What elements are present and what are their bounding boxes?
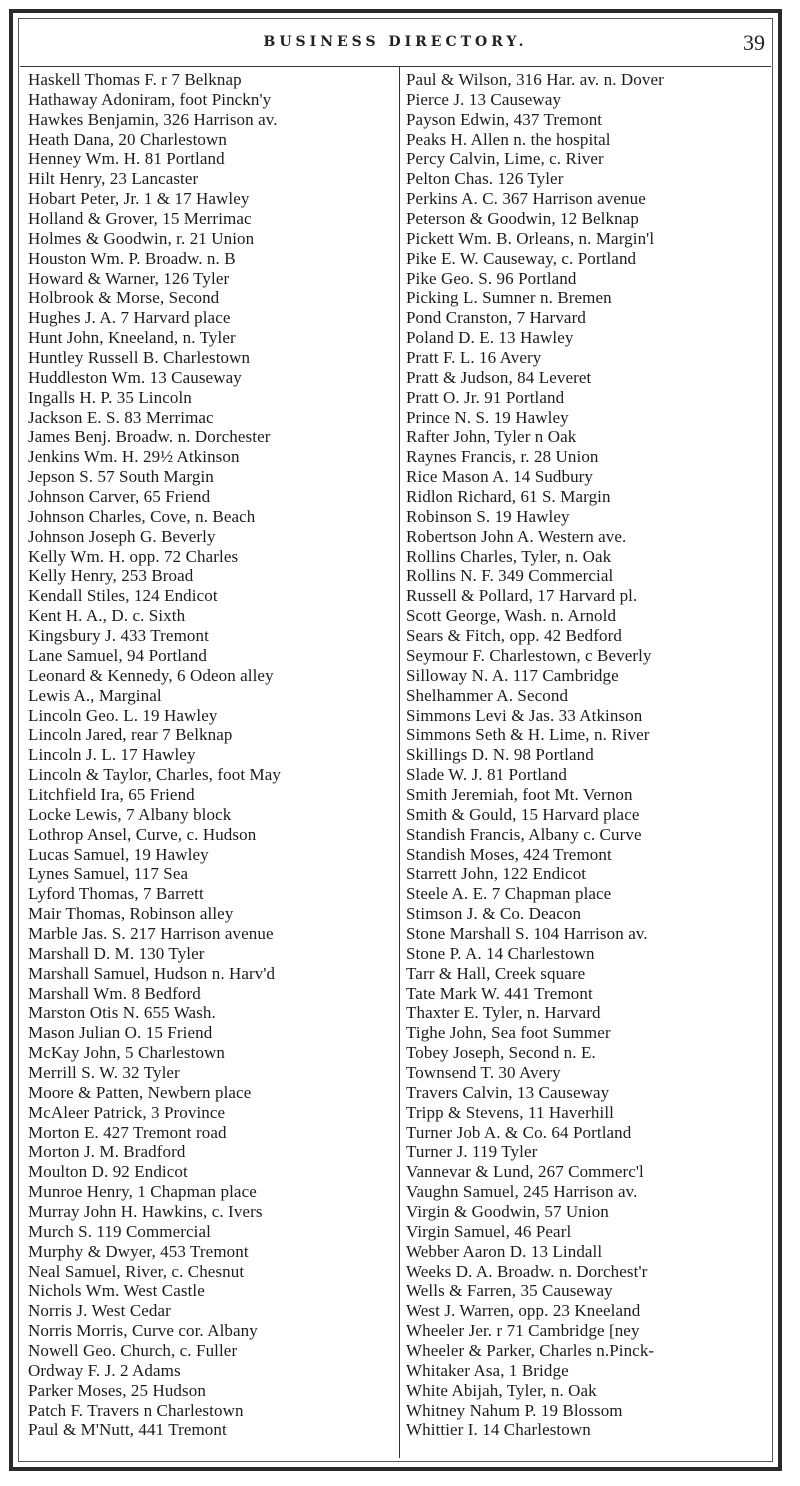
directory-entry: Lane Samuel, 94 Portland — [28, 645, 207, 665]
directory-entry: Howard & Warner, 126 Tyler — [28, 268, 230, 288]
directory-entry: Lincoln & Taylor, Charles, foot May — [28, 765, 281, 785]
directory-entry: Scott George, Wash. n. Arnold — [406, 606, 617, 626]
directory-entry: Smith & Gould, 15 Harvard place — [406, 804, 640, 824]
directory-entry: Hathaway Adoniram, foot Pinckn'y — [28, 89, 272, 109]
directory-entry: Pike E. W. Causeway, c. Portland — [406, 248, 637, 268]
directory-entry: Rice Mason A. 14 Sudbury — [406, 467, 594, 487]
directory-entry: Whitaker Asa, 1 Bridge — [406, 1360, 569, 1380]
directory-entry: Stone Marshall S. 104 Harrison av. — [406, 923, 648, 943]
directory-entry: Johnson Charles, Cove, n. Beach — [28, 506, 256, 526]
directory-entry: Prince N. S. 19 Hawley — [406, 407, 569, 427]
directory-entry: Shelhammer A. Second — [406, 685, 569, 705]
directory-entry: Locke Lewis, 7 Albany block — [28, 804, 232, 824]
directory-entry: Pratt F. L. 16 Avery — [406, 348, 542, 368]
directory-entry: Rafter John, Tyler n Oak — [406, 427, 577, 447]
directory-entry: White Abijah, Tyler, n. Oak — [406, 1380, 597, 1400]
directory-entry: Jenkins Wm. H. 29½ Atkinson — [28, 447, 240, 467]
directory-entry: Sears & Fitch, opp. 42 Bedford — [406, 626, 622, 646]
directory-entry: Perkins A. C. 367 Harrison avenue — [406, 189, 646, 209]
directory-entry: Peaks H. Allen n. the hospital — [406, 129, 611, 149]
directory-entry: Heath Dana, 20 Charlestown — [28, 129, 227, 149]
directory-entry: Morton J. M. Bradford — [28, 1142, 186, 1162]
directory-entry: Ingalls H. P. 35 Lincoln — [28, 387, 192, 407]
page-header — [20, 30, 771, 60]
directory-entry: Starrett John, 122 Endicot — [406, 864, 587, 884]
directory-entry: Lincoln J. L. 17 Hawley — [28, 745, 196, 765]
directory-entry: Robertson John A. Western ave. — [406, 526, 627, 546]
directory-entry: Travers Calvin, 13 Causeway — [406, 1082, 610, 1102]
directory-entry: Rollins N. F. 349 Commercial — [406, 566, 614, 586]
directory-entry: Wheeler & Parker, Charles n.Pinck- — [406, 1341, 655, 1360]
directory-entry: Marble Jas. S. 217 Harrison avenue — [28, 923, 274, 943]
directory-entry: Steele A. E. 7 Chapman place — [406, 884, 612, 904]
directory-entry: Whitney Nahum P. 19 Blossom — [406, 1400, 623, 1420]
directory-entry: Hilt Henry, 23 Lancaster — [28, 169, 199, 189]
directory-entry: Jepson S. 57 South Margin — [28, 467, 214, 487]
directory-entry: Munroe Henry, 1 Chapman place — [28, 1182, 257, 1202]
directory-entry: Lynes Samuel, 117 Sea — [28, 864, 189, 884]
directory-entry: Mair Thomas, Robinson alley — [28, 904, 234, 924]
directory-entry: Murch S. 119 Commercial — [28, 1221, 211, 1241]
directory-entry: Holmes & Goodwin, r. 21 Union — [28, 228, 255, 248]
directory-entry: Paul & M'Nutt, 441 Tremont — [28, 1420, 227, 1440]
directory-entry: Raynes Francis, r. 28 Union — [406, 447, 599, 467]
directory-entry: Simmons Levi & Jas. 33 Atkinson — [406, 705, 643, 725]
directory-entry: Houston Wm. P. Broadw. n. B — [28, 248, 236, 268]
directory-entry: McKay John, 5 Charlestown — [28, 1043, 226, 1063]
directory-entry: Morton E. 427 Tremont road — [28, 1122, 227, 1142]
directory-entry: Pelton Chas. 126 Tyler — [406, 169, 564, 189]
directory-entry: Litchfield Ira, 65 Friend — [28, 784, 195, 804]
directory-entry: Simmons Seth & H. Lime, n. River — [406, 725, 650, 745]
directory-entry: Standish Moses, 424 Tremont — [406, 844, 612, 864]
directory-entry: Payson Edwin, 437 Tremont — [406, 109, 603, 129]
directory-entry: Pratt O. Jr. 91 Portland — [406, 387, 565, 407]
header-rule — [20, 66, 771, 67]
directory-entry: Tighe John, Sea foot Summer — [406, 1023, 611, 1043]
directory-entry: Whittier I. 14 Charlestown — [406, 1420, 591, 1440]
directory-entry: Norris Morris, Curve cor. Albany — [28, 1321, 258, 1341]
directory-entry: Lucas Samuel, 19 Hawley — [28, 844, 209, 864]
page-number: 39 — [743, 30, 765, 55]
directory-entry: Wells & Farren, 35 Causeway — [406, 1281, 613, 1301]
directory-entry: Slade W. J. 81 Portland — [406, 765, 567, 785]
directory-entry: Stone P. A. 14 Charlestown — [406, 943, 595, 963]
directory-entry: Poland D. E. 13 Hawley — [406, 328, 574, 348]
directory-entry: Tobey Joseph, Second n. E. — [406, 1043, 596, 1063]
directory-entry: Standish Francis, Albany c. Curve — [406, 824, 642, 844]
directory-entry: Kingsbury J. 433 Tremont — [28, 626, 209, 646]
directory-entry: Lewis A., Marginal — [28, 685, 162, 705]
directory-entry: Kelly Henry, 253 Broad — [28, 566, 194, 586]
directory-entry: Kent H. A., D. c. Sixth — [28, 606, 186, 626]
directory-entry: Patch F. Travers n Charlestown — [28, 1400, 244, 1420]
directory-entry: Kelly Wm. H. opp. 72 Charles — [28, 546, 239, 566]
directory-entry: Rollins Charles, Tyler, n. Oak — [406, 546, 612, 566]
directory-entry: Vannevar & Lund, 267 Commerc'l — [406, 1162, 644, 1182]
directory-entry: Henney Wm. H. 81 Portland — [28, 149, 225, 169]
directory-entry: West J. Warren, opp. 23 Kneeland — [406, 1301, 641, 1321]
directory-entry: McAleer Patrick, 3 Province — [28, 1102, 226, 1122]
directory-entry: Haskell Thomas F. r 7 Belknap — [28, 70, 242, 89]
directory-entry: Tate Mark W. 441 Tremont — [406, 983, 593, 1003]
directory-entry: Wheeler Jer. r 71 Cambridge [ney — [406, 1321, 640, 1341]
directory-entry: Johnson Carver, 65 Friend — [28, 487, 211, 507]
directory-entry: Pike Geo. S. 96 Portland — [406, 268, 577, 288]
directory-entry: Merrill S. W. 32 Tyler — [28, 1062, 180, 1082]
directory-entry: Holbrook & Morse, Second — [28, 288, 220, 308]
directory-column-right — [406, 70, 778, 1440]
directory-entry: Silloway N. A. 117 Cambridge — [406, 665, 619, 685]
directory-entry: Jackson E. S. 83 Merrimac — [28, 407, 214, 427]
directory-entry: Turner Job A. & Co. 64 Portland — [406, 1122, 632, 1142]
directory-entry: Paul & Wilson, 316 Har. av. n. Dover — [406, 70, 664, 89]
directory-column-left — [28, 70, 400, 1440]
directory-entry: Virgin & Goodwin, 57 Union — [406, 1201, 609, 1221]
directory-entry: Leonard & Kennedy, 6 Odeon alley — [28, 665, 274, 685]
directory-entry: Thaxter E. Tyler, n. Harvard — [406, 1003, 601, 1023]
directory-entry: Percy Calvin, Lime, c. River — [406, 149, 604, 169]
directory-entry: Holland & Grover, 15 Merrimac — [28, 209, 252, 229]
directory-entry: James Benj. Broadw. n. Dorchester — [28, 427, 271, 447]
directory-entry: Pond Cranston, 7 Harvard — [406, 308, 586, 328]
directory-entry: Mason Julian O. 15 Friend — [28, 1023, 213, 1043]
directory-entry: Hunt John, Kneeland, n. Tyler — [28, 328, 236, 348]
directory-entry: Marshall D. M. 130 Tyler — [28, 943, 205, 963]
directory-entry: Robinson S. 19 Hawley — [406, 506, 570, 526]
directory-entry: Nowell Geo. Church, c. Fuller — [28, 1341, 238, 1360]
directory-entry: Russell & Pollard, 17 Harvard pl. — [406, 586, 638, 606]
directory-entry: Turner J. 119 Tyler — [406, 1142, 538, 1162]
directory-entry: Murray John H. Hawkins, c. Ivers — [28, 1201, 263, 1221]
directory-entry: Hawkes Benjamin, 326 Harrison av. — [28, 109, 278, 129]
directory-entry: Tarr & Hall, Creek square — [406, 963, 586, 983]
directory-entry: Skillings D. N. 98 Portland — [406, 745, 594, 765]
directory-entry: Seymour F. Charlestown, c Beverly — [406, 645, 652, 665]
directory-entry: Kendall Stiles, 124 Endicot — [28, 586, 218, 606]
directory-entry: Lincoln Jared, rear 7 Belknap — [28, 725, 233, 745]
directory-entry: Pratt & Judson, 84 Leveret — [406, 367, 592, 387]
directory-entry: Lyford Thomas, 7 Barrett — [28, 884, 204, 904]
directory-entry: Murphy & Dwyer, 453 Tremont — [28, 1241, 249, 1261]
directory-entry: Moulton D. 92 Endicot — [28, 1162, 188, 1182]
directory-entry: Johnson Joseph G. Beverly — [28, 526, 216, 546]
directory-entry: Vaughn Samuel, 245 Harrison av. — [406, 1182, 638, 1202]
directory-entry: Norris J. West Cedar — [28, 1301, 171, 1321]
directory-entry: Weeks D. A. Broadw. n. Dorchest'r — [406, 1261, 648, 1281]
directory-entry: Ridlon Richard, 61 S. Margin — [406, 487, 611, 507]
directory-entry: Hobart Peter, Jr. 1 & 17 Hawley — [28, 189, 250, 209]
directory-entry: Webber Aaron D. 13 Lindall — [406, 1241, 603, 1261]
directory-entry: Pierce J. 13 Causeway — [406, 89, 562, 109]
directory-entry: Pickett Wm. B. Orleans, n. Margin'l — [406, 228, 655, 248]
directory-entry: Parker Moses, 25 Hudson — [28, 1380, 206, 1400]
directory-entry: Neal Samuel, River, c. Chesnut — [28, 1261, 245, 1281]
directory-entry: Virgin Samuel, 46 Pearl — [406, 1221, 572, 1241]
directory-entry: Stimson J. & Co. Deacon — [406, 904, 582, 924]
directory-entry: Marshall Wm. 8 Bedford — [28, 983, 201, 1003]
directory-entry: Townsend T. 30 Avery — [406, 1062, 561, 1082]
directory-entry: Huntley Russell B. Charlestown — [28, 348, 251, 368]
directory-entry: Tripp & Stevens, 11 Haverhill — [406, 1102, 614, 1122]
directory-entry: Smith Jeremiah, foot Mt. Vernon — [406, 784, 633, 804]
directory-entry: Lothrop Ansel, Curve, c. Hudson — [28, 824, 257, 844]
directory-entry: Picking L. Sumner n. Bremen — [406, 288, 612, 308]
directory-entry: Ordway F. J. 2 Adams — [28, 1360, 181, 1380]
directory-entry: Lincoln Geo. L. 19 Hawley — [28, 705, 218, 725]
directory-entry: Peterson & Goodwin, 12 Belknap — [406, 209, 639, 229]
directory-entry: Huddleston Wm. 13 Causeway — [28, 367, 242, 387]
directory-entry: Hughes J. A. 7 Harvard place — [28, 308, 231, 328]
directory-entry: Moore & Patten, Newbern place — [28, 1082, 252, 1102]
directory-entry: Nichols Wm. West Castle — [28, 1281, 205, 1301]
page-title: BUSINESS DIRECTORY. — [263, 34, 528, 50]
directory-entry: Marshall Samuel, Hudson n. Harv'd — [28, 963, 276, 983]
directory-entry: Marston Otis N. 655 Wash. — [28, 1003, 216, 1023]
